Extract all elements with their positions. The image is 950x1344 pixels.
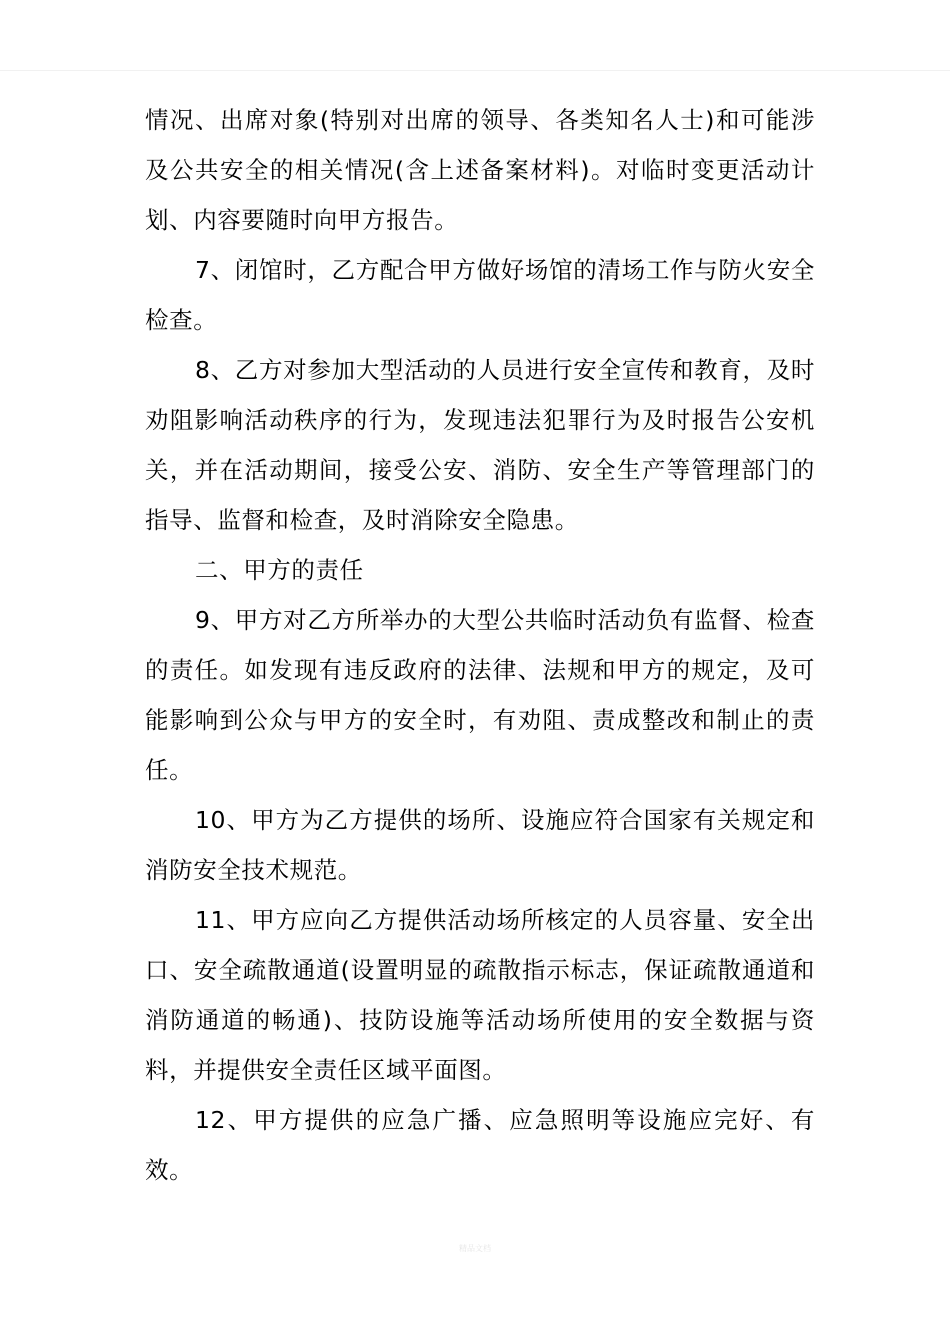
- section-heading-party-a: 二、甲方的责任: [195, 556, 364, 584]
- paragraph-item-9: 9、甲方对乙方所举办的大型公共临时活动负有监督、检查的责任。如发现有违反政府的法律、法规和甲方的规定，及可能影响到公众与甲方的安全时，有劝阻、责成整改和制止的责任。: [145, 606, 815, 784]
- footer-watermark: 精品文档: [459, 1244, 491, 1253]
- document-body: [145, 95, 815, 1195]
- top-divider: [0, 70, 950, 71]
- paragraph-item-11: 11、甲方应向乙方提供活动场所核定的人员容量、安全出口、安全疏散通道(设置明显的疏散指示标志，保证疏散通道和消防通道的畅通)、技防设施等活动场所使用的安全数据与资料，并提供安全责任区域平面图。: [145, 906, 815, 1084]
- paragraph-continuation: 情况、出席对象(特别对出席的领导、各类知名人士)和可能涉及公共安全的相关情况(含上述备案材料)。对临时变更活动计划、内容要随时向甲方报告。: [145, 106, 815, 234]
- paragraph-item-12: 12、甲方提供的应急广播、应急照明等设施应完好、有效。: [145, 1106, 815, 1184]
- paragraph-item-8: 8、乙方对参加大型活动的人员进行安全宣传和教育，及时劝阻影响活动秩序的行为，发现违法犯罪行为及时报告公安机关，并在活动期间，接受公安、消防、安全生产等管理部门的指导、监督和检查，及时消除安全隐患。: [145, 356, 815, 534]
- paragraph-item-10: 10、甲方为乙方提供的场所、设施应符合国家有关规定和消防安全技术规范。: [145, 806, 815, 884]
- paragraph-item-7: 7、闭馆时，乙方配合甲方做好场馆的清场工作与防火安全检查。: [145, 256, 815, 334]
